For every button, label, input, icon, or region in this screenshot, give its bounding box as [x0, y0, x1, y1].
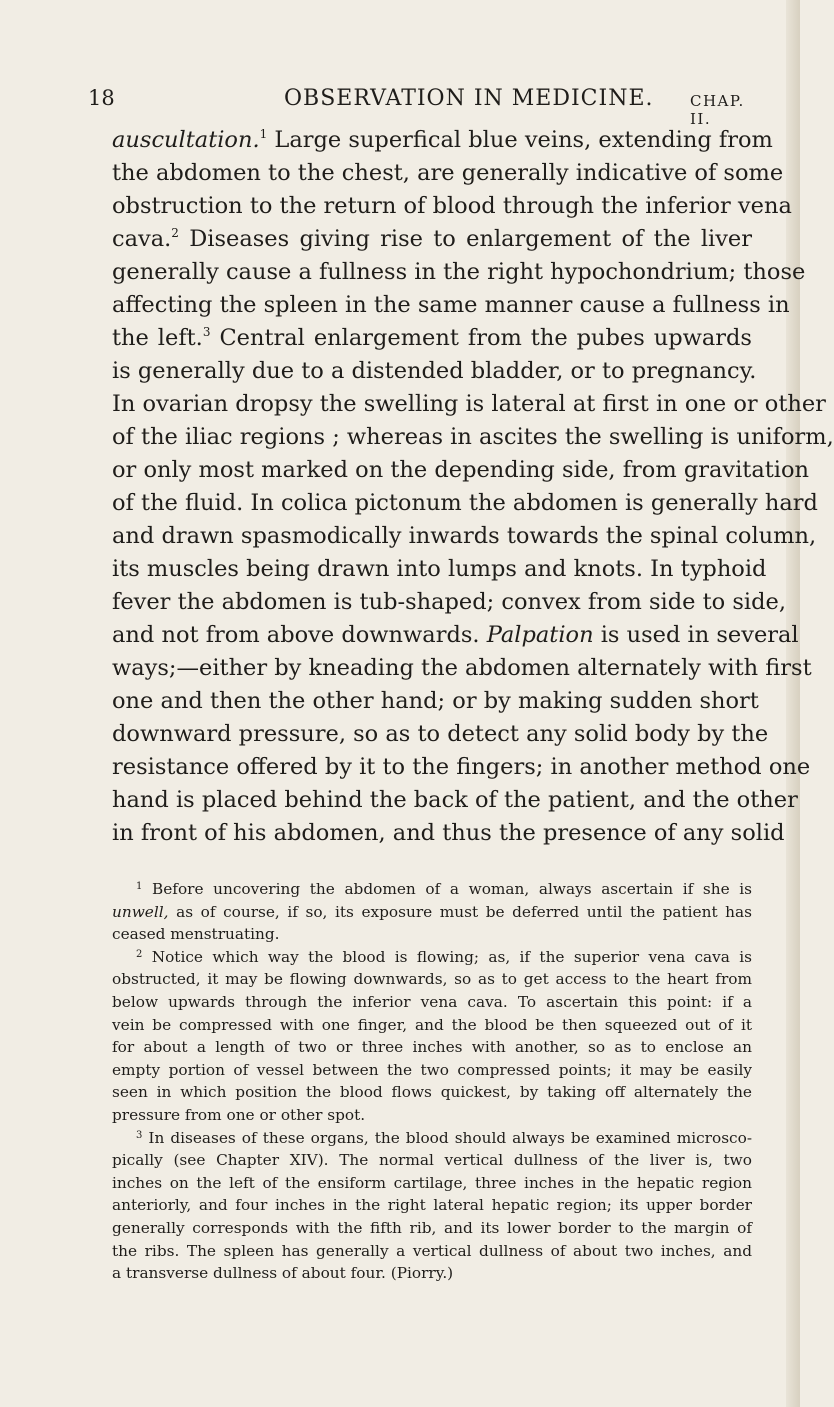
footnote-line — [112, 1081, 752, 1104]
footnote-line — [112, 1059, 752, 1082]
text-run: the abdomen to the chest, are generally indicative of some — [112, 160, 784, 186]
text-line — [112, 157, 784, 190]
text-run: below upwards through the inferior vena cava. To ascertain this point: if a — [112, 992, 752, 1011]
text-run: is used in several — [593, 622, 799, 648]
text-line — [112, 388, 826, 421]
text-run: anteriorly, and four inches in the right lateral hepatic region; its upper border — [112, 1196, 752, 1215]
footnotes — [112, 878, 752, 1285]
text-run: for about a length of two or three inches with another, so as to enclose an — [112, 1038, 752, 1057]
italic-text: Palpation — [486, 622, 594, 648]
text-run: of the fluid. In colica pictonum the abdomen is generally hard — [112, 490, 818, 516]
text-line — [112, 652, 812, 685]
text-line — [112, 751, 811, 784]
text-run: generally cause a fullness in the right hypochondrium; those — [112, 259, 806, 285]
footnote-line — [112, 968, 752, 991]
text-line — [112, 355, 757, 388]
text-line — [112, 718, 769, 751]
footnote-line — [112, 1262, 752, 1285]
text-run: obstructed, it may be flowing downwards, so as to get access to the heart from — [112, 970, 752, 989]
footnote-line — [112, 946, 752, 969]
text-run: seen in which position the blood flows quickest, by taking off alternately the — [112, 1083, 752, 1102]
footnote-marker: 3 — [136, 1129, 143, 1141]
running-title: OBSERVATION IN MEDICINE. — [284, 86, 654, 111]
footnote-marker: 3 — [202, 325, 211, 339]
text-run: and not from above downwards. — [112, 622, 487, 648]
text-run: cava. — [112, 226, 172, 252]
text-line — [112, 223, 752, 256]
footnote-line — [112, 1240, 752, 1263]
text-line — [112, 190, 792, 223]
text-line — [112, 322, 752, 355]
text-run: generally corresponds with the fifth rib, and its lower border to the margin of — [112, 1218, 752, 1237]
chapter-label: CHAP. II. — [690, 92, 745, 128]
footnote-marker: 1 — [136, 881, 143, 892]
text-run: a transverse dullness of about four. (Piorry.) — [112, 1264, 454, 1283]
text-run: pically (see Chapter XIV). The normal vertical dullness of the liver is, two — [112, 1151, 752, 1170]
footnote-line — [112, 1172, 752, 1195]
text-run: as of course, if so, its exposure must be deferred until the patient has — [168, 902, 752, 921]
text-run: Diseases giving rise to enlargement of the liver — [178, 226, 752, 252]
text-line — [112, 487, 818, 520]
footnote-line — [112, 991, 752, 1014]
footnote-line — [112, 878, 752, 901]
footnote-line — [112, 1036, 752, 1059]
main-text — [112, 124, 834, 850]
text-line — [112, 454, 810, 487]
text-run: Before uncovering the abdomen of a woman, always ascertain if she is — [142, 880, 752, 898]
footnote-line — [112, 901, 752, 924]
text-run: in front of his abdomen, and thus the presence of any solid — [112, 820, 785, 846]
text-run: Central enlargement from the pubes upwards — [210, 325, 752, 351]
text-run: ways;—either by kneading the abdomen alternately with first — [112, 655, 812, 681]
text-run: empty portion of vessel between the two compressed points; it may be easily — [112, 1060, 752, 1079]
text-run: inches on the left of the ensiform cartilage, three inches in the hepatic region — [112, 1173, 752, 1192]
footnote-line — [112, 1104, 752, 1127]
text-line — [112, 289, 790, 322]
text-run: fever the abdomen is tub-shaped; convex from side to side, — [112, 589, 786, 615]
text-run: hand is placed behind the back of the patient, and the other — [112, 787, 798, 813]
page-number: 18 — [88, 86, 115, 110]
text-run: one and then the other hand; or by making sudden short — [112, 688, 759, 714]
text-run: its muscles being drawn into lumps and knots. In typhoid — [112, 556, 767, 582]
footnote-line — [112, 923, 752, 946]
text-run: of the iliac regions ; whereas in ascites the swelling is uniform, — [112, 424, 834, 450]
text-run: the left. — [112, 325, 203, 351]
text-line — [112, 586, 786, 619]
text-run: is generally due to a distended bladder, or to pregnancy. — [112, 358, 757, 384]
text-run: pressure from one or other spot. — [112, 1105, 366, 1124]
footnote-marker: 2 — [171, 226, 179, 240]
text-run: obstruction to the return of blood through the inferior vena — [112, 193, 792, 219]
text-run: downward pressure, so as to detect any solid body by the — [112, 721, 769, 747]
text-run: resistance offered by it to the fingers; in another method one — [112, 754, 811, 780]
footnote-line — [112, 1127, 752, 1150]
footnote-marker: 2 — [136, 948, 143, 960]
footnote-line — [112, 1014, 752, 1037]
footnote-marker: 1 — [259, 127, 268, 141]
text-line — [112, 124, 773, 157]
italic-text: auscultation. — [112, 127, 260, 153]
text-run: Large superfical blue veins, extending from — [267, 127, 773, 153]
text-run: or only most marked on the depending side, from gravitation — [112, 457, 810, 483]
footnote-line — [112, 1194, 752, 1217]
text-run: and drawn spasmodically inwards towards the spinal column, — [112, 523, 817, 549]
text-run: Notice which way the blood is flowing; as, if the superior vena cava is — [142, 947, 752, 966]
text-line — [112, 421, 834, 454]
text-run: In diseases of these organs, the blood should always be examined microsco- — [142, 1128, 752, 1147]
text-run: vein be compressed with one finger, and the blood be then squeezed out of it — [112, 1015, 752, 1034]
text-line — [112, 784, 798, 817]
text-line — [112, 256, 806, 289]
text-run: In ovarian dropsy the swelling is lateral at first in one or other — [112, 391, 826, 417]
text-run: the ribs. The spleen has generally a vertical dullness of about two inches, and — [112, 1241, 752, 1260]
text-line — [112, 619, 799, 652]
text-run: affecting the spleen in the same manner cause a fullness in — [112, 292, 790, 318]
text-line — [112, 553, 767, 586]
text-run: ceased menstruating. — [112, 925, 280, 944]
text-line — [112, 685, 759, 718]
text-line — [112, 520, 817, 553]
italic-text: unwell, — [112, 902, 169, 921]
footnote-line — [112, 1149, 752, 1172]
running-head — [88, 86, 748, 128]
text-line — [112, 817, 785, 850]
footnote-line — [112, 1217, 752, 1240]
